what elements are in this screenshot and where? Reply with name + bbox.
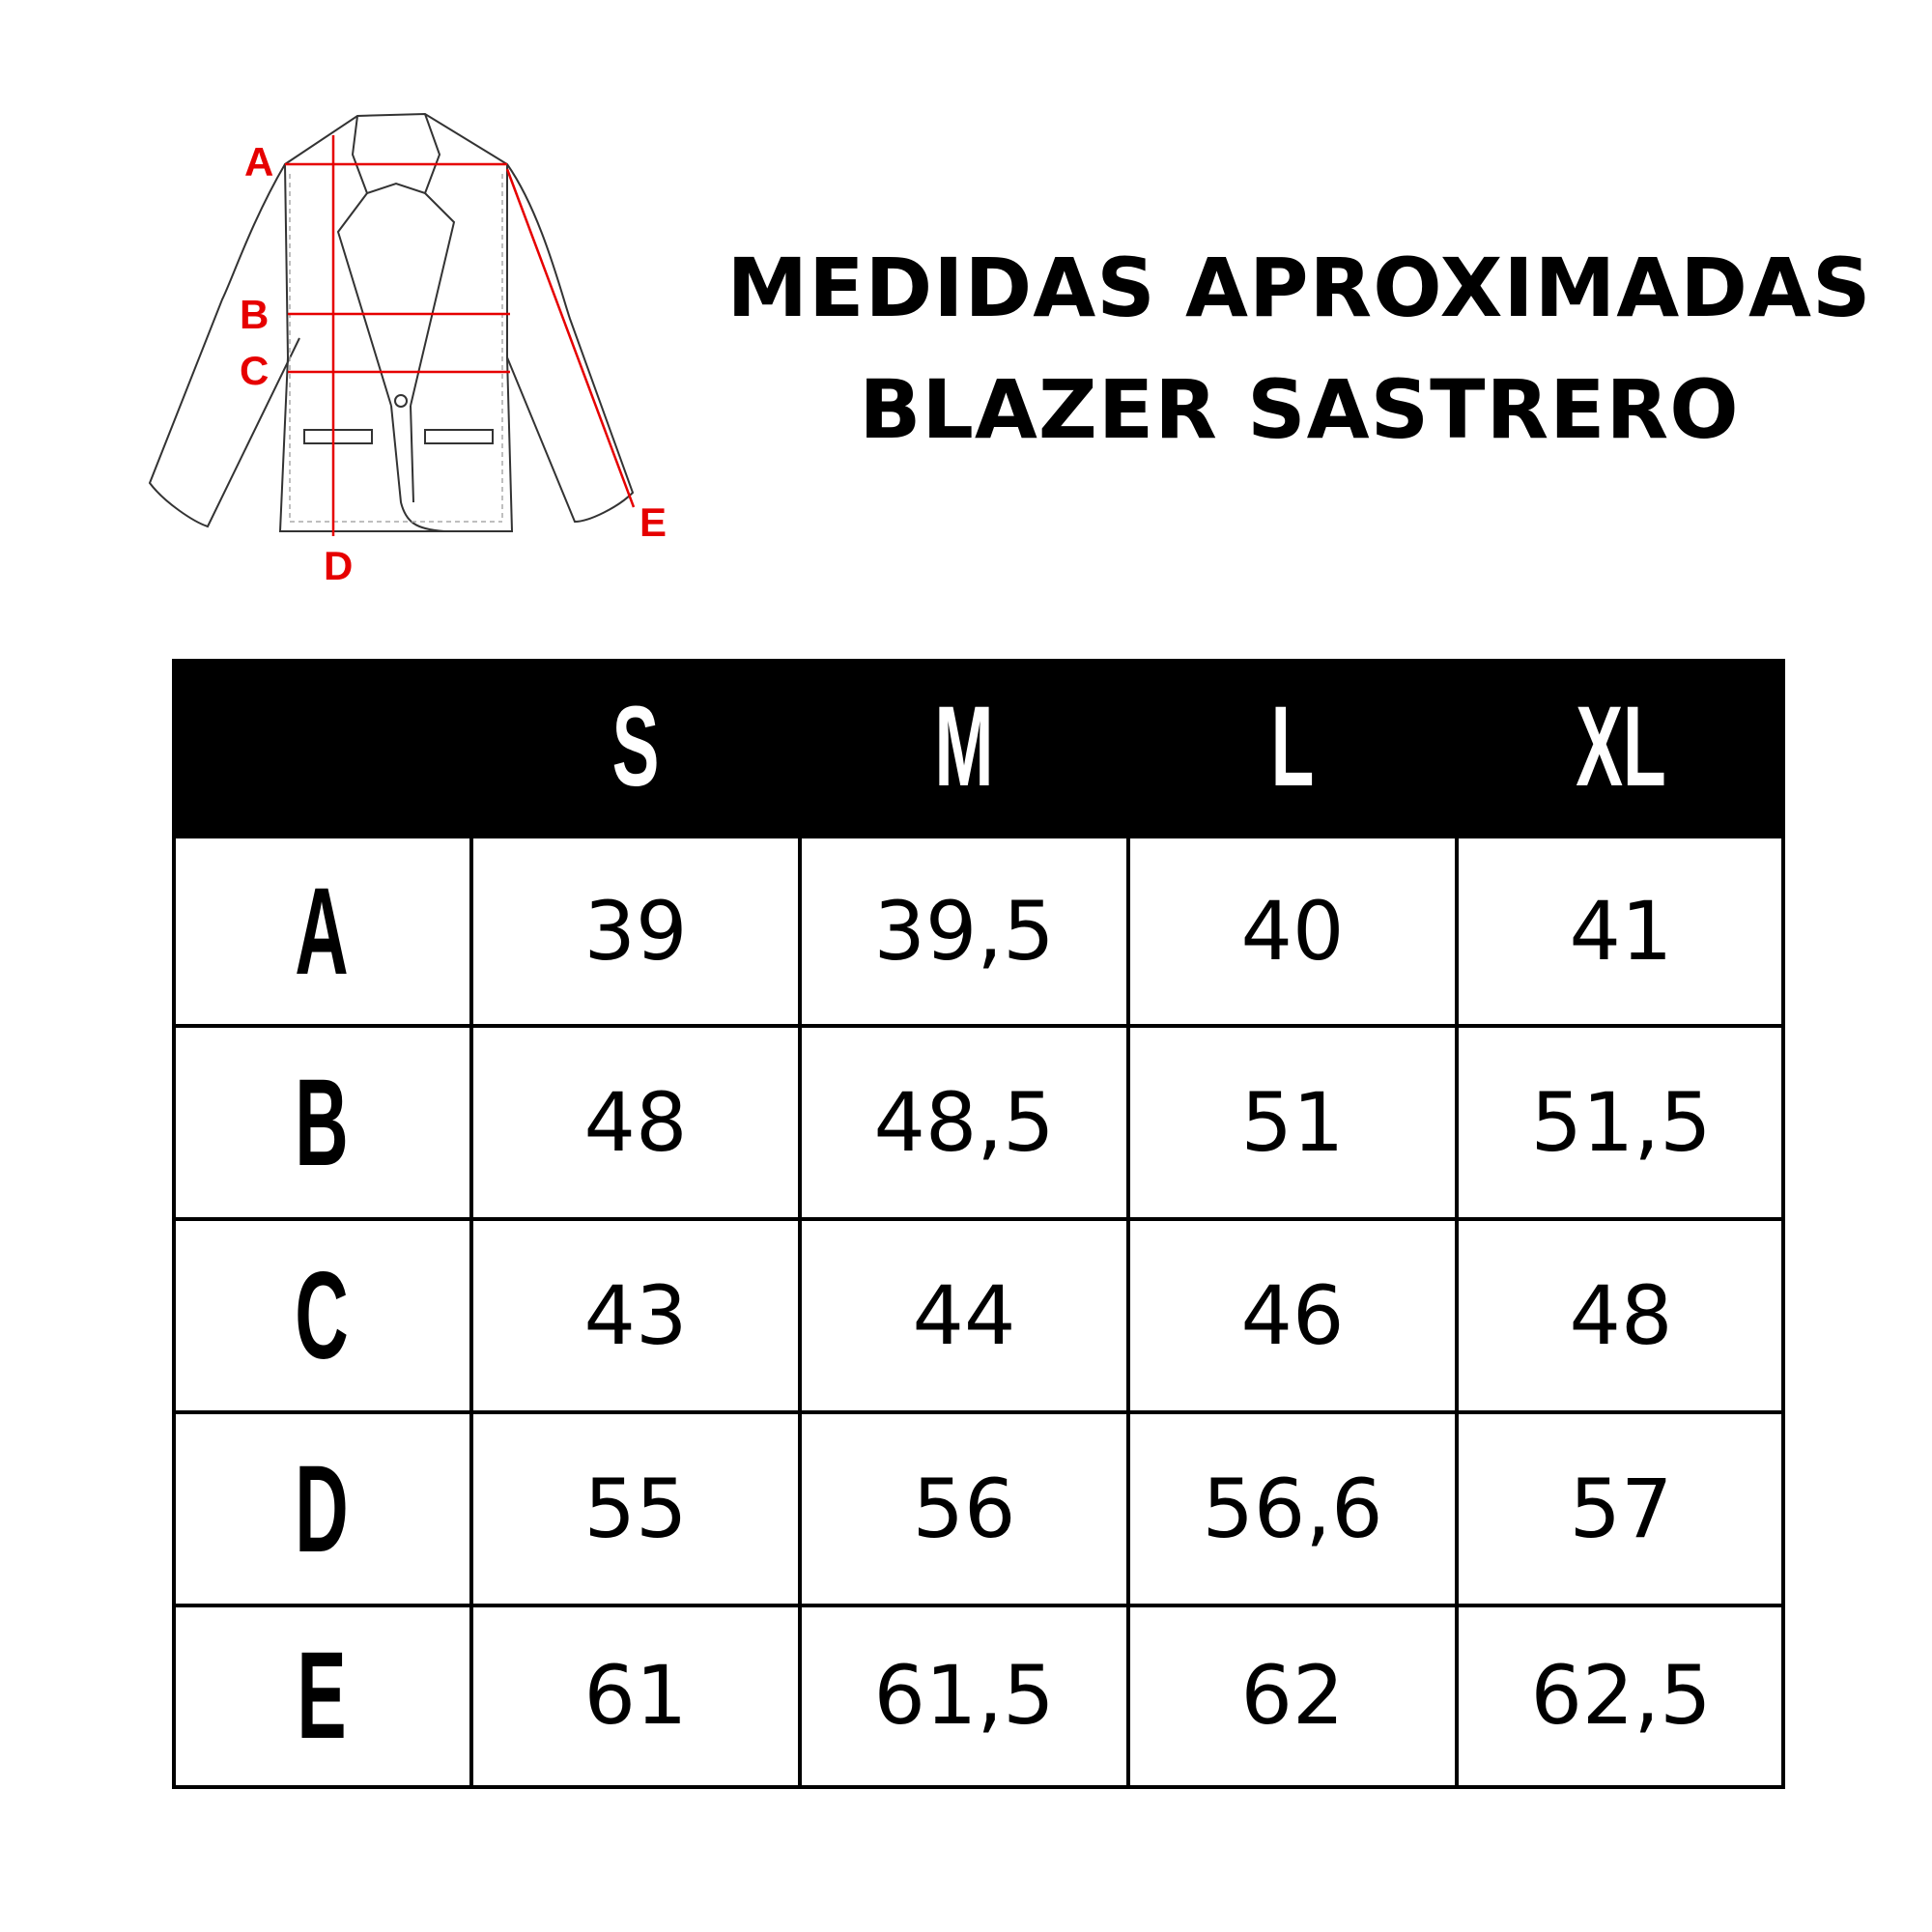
row-label-b: B xyxy=(295,1053,349,1192)
size-chart-table xyxy=(172,659,1785,1789)
diagram-label-a: A xyxy=(244,139,274,185)
diagram-label-e: E xyxy=(639,499,668,545)
row-label-d: D xyxy=(295,1439,349,1578)
table-cell: 48 xyxy=(583,1075,688,1170)
table-cell: 56,6 xyxy=(1202,1462,1383,1556)
table-cell: 62 xyxy=(1240,1648,1345,1743)
table-cell: 43 xyxy=(583,1268,688,1363)
table-cell: 44 xyxy=(912,1268,1016,1363)
size-header-l: L xyxy=(1270,683,1315,810)
size-header-xl: XL xyxy=(1576,683,1666,810)
table-header-row xyxy=(172,659,1785,835)
measure-line-e xyxy=(507,169,634,507)
row-label-a: A xyxy=(295,862,349,1001)
table-cell: 48,5 xyxy=(873,1075,1055,1170)
blazer-illustration xyxy=(135,97,676,599)
diagram-label-d: D xyxy=(324,543,354,588)
table-cell: 39 xyxy=(583,884,688,979)
title-line-1: MEDIDAS APROXIMADAS xyxy=(726,241,1872,335)
table-divider xyxy=(172,835,176,1789)
diagram-label-b: B xyxy=(240,292,270,337)
table-cell: 55 xyxy=(583,1462,688,1556)
table-cell: 48 xyxy=(1569,1268,1673,1363)
table-cell: 61 xyxy=(583,1648,688,1743)
table-cell: 39,5 xyxy=(873,884,1055,979)
page-title xyxy=(696,227,1903,470)
blazer-measurement-diagram xyxy=(135,97,676,599)
table-cell: 40 xyxy=(1240,884,1345,979)
table-cell: 41 xyxy=(1569,884,1673,979)
table-divider xyxy=(172,1785,1785,1789)
diagram-label-c: C xyxy=(240,348,270,393)
row-label-c: C xyxy=(295,1246,349,1385)
title-line-2: BLAZER SASTRERO xyxy=(859,362,1740,457)
table-cell: 51,5 xyxy=(1530,1075,1712,1170)
table-cell: 61,5 xyxy=(873,1648,1055,1743)
size-header-s: S xyxy=(611,683,660,810)
size-header-m: M xyxy=(934,683,994,810)
table-cell: 62,5 xyxy=(1530,1648,1712,1743)
row-label-e: E xyxy=(297,1626,347,1765)
table-cell: 57 xyxy=(1569,1462,1673,1556)
table-cell: 46 xyxy=(1240,1268,1345,1363)
table-cell: 56 xyxy=(912,1462,1016,1556)
table-body xyxy=(172,835,1785,1789)
table-cell: 51 xyxy=(1240,1075,1345,1170)
